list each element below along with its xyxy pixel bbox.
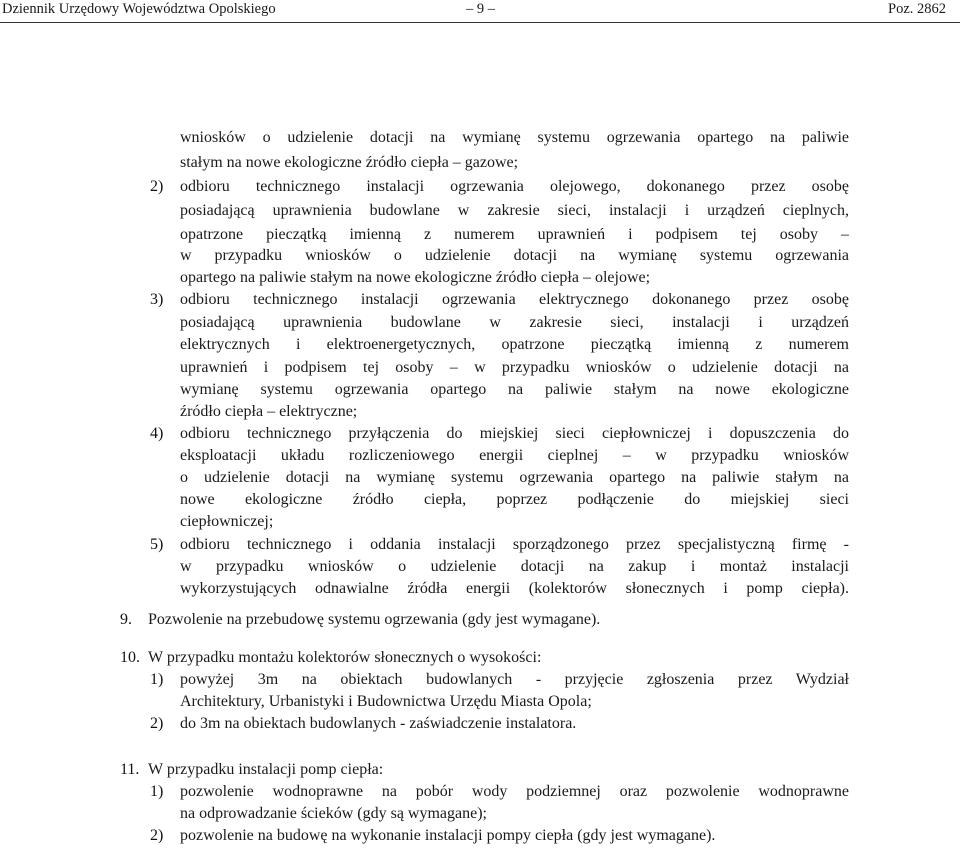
list-item-number: 2): [150, 827, 164, 844]
list-item-number: 1): [150, 671, 164, 688]
list-item-line: o udzielenie dotacji na wymianę systemu ogrzewania opartego na paliwie stałym na: [180, 469, 849, 486]
list-item-number: 1): [150, 783, 164, 800]
list-item-line: pozwolenie na budowę na wykonanie instalacji pompy ciepła (gdy jest wymagane).: [180, 827, 716, 844]
list-item-number: 2): [150, 178, 164, 195]
journal-title: Dziennik Urzędowy Województwa Opolskiego: [2, 1, 276, 17]
list-item-line: odbioru technicznego i oddania instalacji sporządzonego przez specjalistyczną firmę -: [180, 536, 849, 553]
page-number: – 9 –: [466, 1, 495, 17]
intro-line: stałym na nowe ekologiczne źródło ciepła – gazowe;: [180, 154, 519, 171]
page-header: [0, 0, 960, 23]
position-number: Poz. 2862: [888, 1, 946, 17]
list-item-line: wykorzystujących odnawialne źródła energii (kolektorów słonecznych i pomp ciepła).: [180, 580, 849, 597]
section-text: Pozwolenie na przebudowę systemu ogrzewania (gdy jest wymagane).: [148, 611, 601, 628]
list-item-line: uprawnień i podpisem tej osoby – w przypadku wniosków o udzielenie dotacji na: [180, 359, 849, 376]
list-item-line: wymianę systemu ogrzewania opartego na paliwie stałym na nowe ekologiczne: [180, 381, 849, 398]
section-text: W przypadku instalacji pomp ciepła:: [148, 761, 384, 778]
list-item-line: odbioru technicznego przyłączenia do miejskiej sieci ciepłowniczej i dopuszczenia do: [180, 425, 849, 442]
list-item-line: opartego na paliwie stałym na nowe ekologiczne źródło ciepła – olejowe;: [180, 269, 651, 286]
section-number: 11.: [120, 761, 140, 778]
list-item-line: źródło ciepła – elektryczne;: [180, 403, 358, 420]
list-item-line: Architektury, Urbanistyki i Budownictwa Urzędu Miasta Opola;: [180, 693, 592, 710]
section-number: 10.: [120, 649, 140, 666]
list-item-number: 2): [150, 715, 164, 732]
list-item-line: eksploatacji układu rozliczeniowego energii cieplnej – w przypadku wniosków: [180, 447, 849, 464]
list-item-line: nowe ekologiczne źródło ciepła, poprzez podłączenie do miejskiej sieci: [180, 491, 849, 508]
list-item-line: pozwolenie wodnoprawne na pobór wody podziemnej oraz pozwolenie wodnoprawne: [180, 783, 849, 800]
list-item-line: odbioru technicznego instalacji ogrzewania olejowego, dokonanego przez osobę: [180, 178, 849, 195]
list-item-line: opatrzone pieczątką imienną z numerem uprawnień i podpisem tej osoby –: [180, 226, 849, 243]
section-number: 9.: [120, 611, 132, 628]
list-item-line: powyżej 3m na obiektach budowlanych - przyjęcie zgłoszenia przez Wydział: [180, 671, 849, 688]
list-item-line: posiadającą uprawnienia budowlane w zakresie sieci, instalacji i urządzeń: [180, 314, 849, 331]
list-item-line: do 3m na obiektach budowlanych - zaświadczenie instalatora.: [180, 715, 577, 732]
list-item-line: ciepłowniczej;: [180, 513, 274, 530]
list-item-line: posiadającą uprawnienia budowlane w zakresie sieci, instalacji i urządzeń cieplnych,: [180, 202, 849, 219]
list-item-number: 3): [150, 291, 164, 308]
list-item-number: 4): [150, 425, 164, 442]
list-item-number: 5): [150, 536, 164, 553]
list-item-line: na odprowadzanie ścieków (gdy są wymagane);: [180, 805, 487, 822]
list-item-line: w przypadku wniosków o udzielenie dotacji na zakup i montaż instalacji: [180, 558, 849, 575]
list-item-line: w przypadku wniosków o udzielenie dotacji na wymianę systemu ogrzewania: [180, 247, 849, 264]
intro-line: wniosków o udzielenie dotacji na wymianę systemu ogrzewania opartego na paliwie: [180, 129, 849, 146]
list-item-line: elektrycznych i elektroenergetycznych, opatrzone pieczątką imienną z numerem: [180, 336, 849, 353]
section-text: W przypadku montażu kolektorów słonecznych o wysokości:: [148, 649, 542, 666]
list-item-line: odbioru technicznego instalacji ogrzewania elektrycznego dokonanego przez osobę: [180, 291, 849, 308]
